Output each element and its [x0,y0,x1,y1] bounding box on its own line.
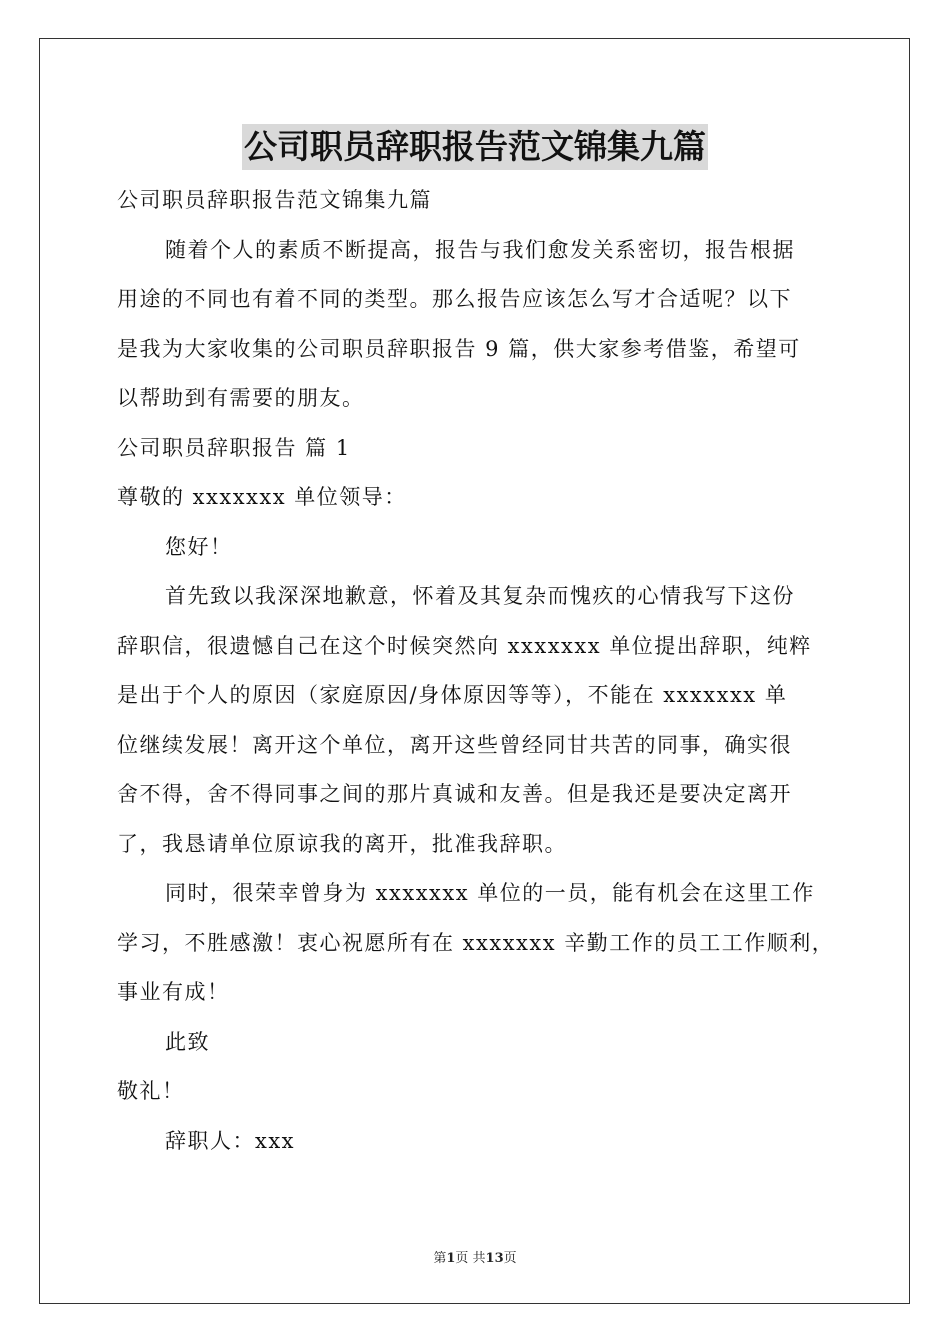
footer-page-total: 13 [485,1251,504,1266]
section-heading: 公司职员辞职报告 篇 1 [117,435,351,460]
closing-respectfully: 此致 [165,1029,210,1054]
paragraph-line: 同时，很荣幸曾身为 xxxxxxx 单位的一员，能有机会在这里工作 [165,881,815,905]
paragraph-line: 是出于个人的原因（家庭原因/身体原因等等），不能在 xxxxxxx 单 [117,683,788,707]
footer-suffix: 页 [503,1251,517,1266]
paragraph-line: 首先致以我深深地歉意，怀着及其复杂而愧疚的心情我写下这份 [165,584,795,608]
paragraph-line: 学习，不胜感激！衷心祝愿所有在 xxxxxxx 辛勤工作的员工工作顺利， [117,930,835,955]
closing-salute: 敬礼！ [117,1079,185,1103]
intro-paragraph [117,226,850,424]
paragraph-line: 位继续发展！离开这个单位，离开这些曾经同甘共苦的同事，确实很 [117,732,792,757]
body-paragraph-1 [117,572,850,869]
intro-line: 以帮助到有需要的朋友。 [117,386,365,410]
intro-line: 随着个人的素质不断提高，报告与我们愈发关系密切，报告根据 [165,237,795,262]
body-paragraph-2 [117,869,850,1018]
document-title: 公司职员辞职报告范文锦集九篇 [242,124,708,170]
footer-prefix: 第 [433,1251,447,1266]
intro-line: 用途的不同也有着不同的类型。那么报告应该怎么写才合适呢？以下 [117,287,792,311]
signature: 辞职人：xxx [165,1128,296,1153]
footer-mid: 页 共 [455,1251,486,1266]
salutation: 尊敬的 xxxxxxx 单位领导： [117,485,407,509]
document-subtitle: 公司职员辞职报告范文锦集九篇 [117,188,432,212]
paragraph-line: 了，我恳请单位原谅我的离开，批准我辞职。 [117,831,567,856]
page-footer [0,1247,950,1266]
document-body [117,176,850,1166]
paragraph-line: 舍不得，舍不得同事之间的那片真诚和友善。但是我还是要决定离开 [117,782,792,806]
title-container [0,124,950,170]
footer-page-current: 1 [446,1251,456,1266]
intro-line: 是我为大家收集的公司职员辞职报告 9 篇，供大家参考借鉴，希望可 [117,336,801,361]
greeting: 您好！ [165,534,233,559]
paragraph-line: 事业有成！ [117,980,230,1004]
paragraph-line: 辞职信，很遗憾自己在这个时候突然向 xxxxxxx 单位提出辞职，纯粹 [117,633,812,658]
